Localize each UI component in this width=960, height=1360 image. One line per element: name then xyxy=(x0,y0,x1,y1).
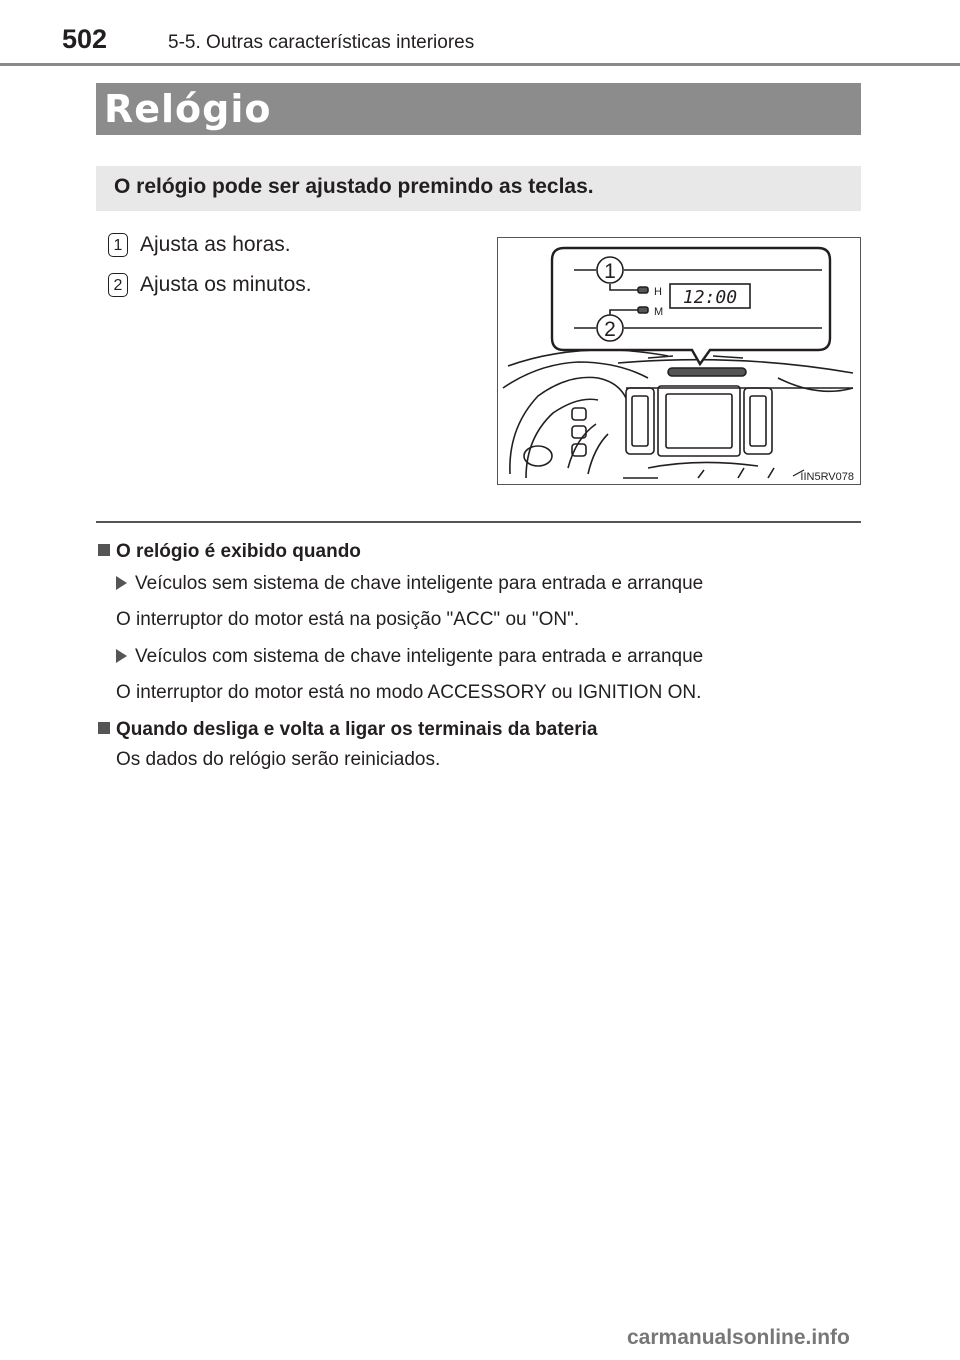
step-text: Ajusta os minutos. xyxy=(140,273,312,296)
step-2 xyxy=(108,273,312,297)
figure-code: IIN5RV078 xyxy=(800,471,854,483)
condition-2 xyxy=(116,646,703,668)
note-text-3: Os dados do relógio serão reiniciados. xyxy=(116,749,441,770)
step-number-badge: 1 xyxy=(108,233,128,257)
square-bullet-icon xyxy=(98,722,110,734)
step-number-badge: 2 xyxy=(108,273,128,297)
page-number: 502 xyxy=(62,24,108,54)
page-title: Relógio xyxy=(104,87,272,131)
header-rule xyxy=(0,63,960,66)
section-rule xyxy=(96,521,861,523)
step-1 xyxy=(108,233,291,257)
square-bullet-icon xyxy=(98,544,110,556)
watermark: carmanualsonline.info xyxy=(627,1326,850,1349)
condition-1 xyxy=(116,573,703,595)
button-label-h: H xyxy=(654,286,662,298)
lead-text: O relógio pode ser ajustado premindo as teclas. xyxy=(114,175,594,198)
callout-number: 1 xyxy=(604,260,616,283)
condition-text: Veículos com sistema de chave inteligente para entrada e arranque xyxy=(135,646,704,667)
clock-display-time: 12:00 xyxy=(682,287,738,308)
callout-number: 2 xyxy=(604,318,616,341)
step-text: Ajusta as horas. xyxy=(140,233,291,256)
running-head: 5-5. Outras características interiores xyxy=(168,32,475,53)
button-label-m: M xyxy=(654,306,664,318)
triangle-arrow-icon xyxy=(116,649,127,663)
triangle-arrow-icon xyxy=(116,576,127,590)
condition-text: Veículos sem sistema de chave inteligente para entrada e arranque xyxy=(135,573,704,594)
lead-band xyxy=(96,166,861,211)
clock-illustration xyxy=(497,237,861,485)
note-heading-text: Quando desliga e volta a ligar os terminais da bateria xyxy=(116,719,598,740)
note-text-2: O interruptor do motor está no modo ACCESSORY ou IGNITION ON. xyxy=(116,682,702,703)
note-heading-2 xyxy=(98,719,598,741)
note-text-1: O interruptor do motor está na posição "ACC" ou "ON". xyxy=(116,609,580,630)
note-heading-1 xyxy=(98,541,361,563)
title-band xyxy=(96,83,861,135)
note-heading-text: O relógio é exibido quando xyxy=(116,541,361,562)
dashboard-drawing xyxy=(498,238,860,484)
